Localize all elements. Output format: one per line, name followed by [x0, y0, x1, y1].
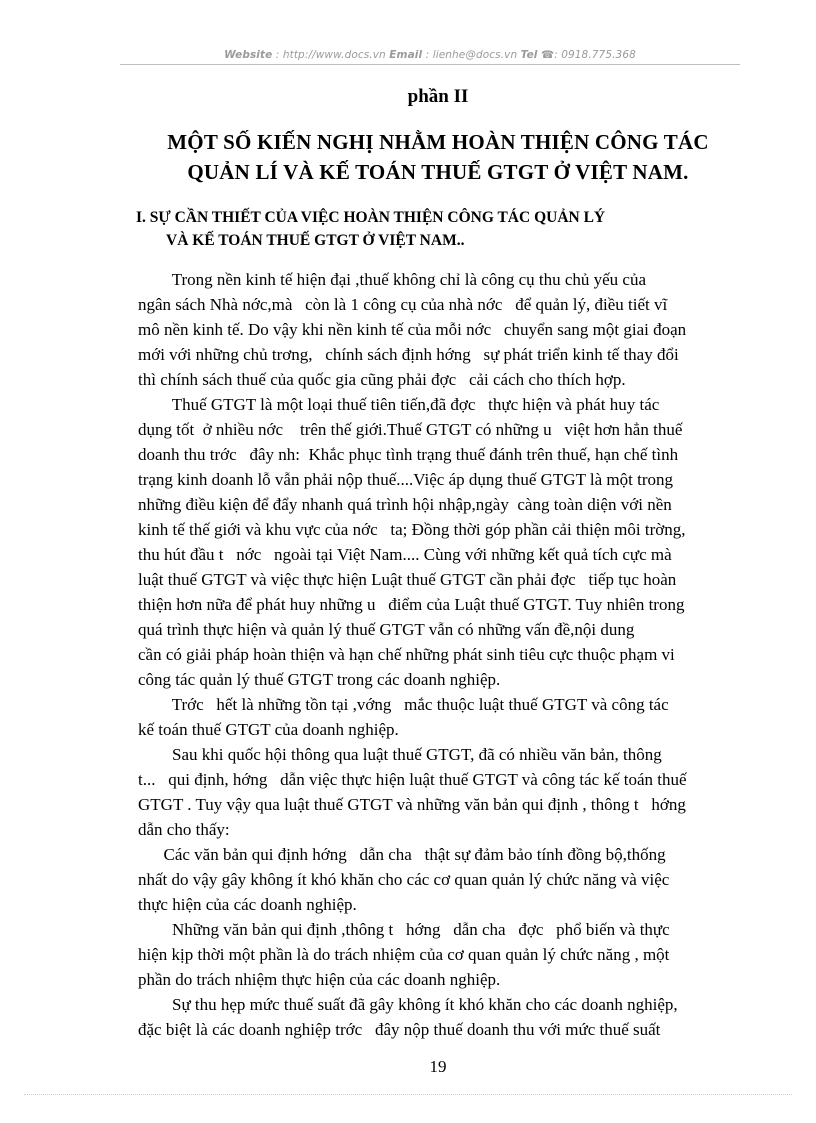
text-line: kinh tế thế giới và khu vực của nớc ta; Đồng thời góp phần cải thiện môi trờng, [138, 520, 686, 539]
page-header [120, 49, 740, 61]
paragraph [138, 267, 739, 392]
text-line: Trớc hết là những tồn tại ,vớng mắc thuộc luật thuế GTGT và công tác [138, 695, 669, 714]
tel-value: ☎: 0918.775.368 [540, 49, 636, 61]
text-line: t... qui định, hớng dẫn việc thực hiện luật thuế GTGT và công tác kế toán thuế [138, 770, 687, 789]
text-line: phần do trách nhiệm thực hiện của các doanh nghiệp. [138, 970, 501, 989]
paragraph [138, 692, 739, 742]
text-line: thu hút đầu t nớc ngoài tại Việt Nam.... Cùng với những kết quả tích cực mà [138, 545, 672, 564]
footer-divider [24, 1094, 792, 1095]
text-line: luật thuế GTGT và việc thực hiện Luật thuế GTGT cần phải đợc tiếp tục hoàn [138, 570, 677, 589]
text-line: hiện kịp thời một phần là do trách nhiệm của cơ quan quản lý chức năng , một [138, 945, 670, 964]
text-line: mô nền kinh tế. Do vậy khi nền kinh tế của mỗi nớc chuyển sang một giai đoạn [138, 320, 687, 339]
section-heading [136, 206, 740, 252]
text-line: Các văn bản qui định hớng dẫn cha thật sự đảm bảo tính đồng bộ,thống [138, 845, 666, 864]
text-line: quá trình thực hiện và quản lý thuế GTGT vẫn có những vấn đề,nội dung [138, 620, 635, 639]
part-title: phần II [407, 86, 469, 107]
page-number: 19 [429, 1057, 447, 1076]
text-line: những điều kiện để đẩy nhanh quá trình hội nhập,ngày càng toàn diện với nền [138, 495, 672, 514]
text-line: Thuế GTGT là một loại thuế tiên tiến,đã đợc thực hiện và phát huy tác [138, 395, 660, 414]
section-heading-line-2: VÀ KẾ TOÁN THUẾ GTGT Ở VIỆT NAM.. [166, 232, 465, 249]
text-line: mới với những chủ trơng, chính sách định hớng sự phát triển kinh tế thay đổi [138, 345, 679, 364]
header-divider [120, 64, 740, 65]
text-line: dẫn cho thấy: [138, 820, 230, 839]
text-line: công tác quản lý thuế GTGT trong các doanh nghiệp. [138, 670, 501, 689]
text-line: GTGT . Tuy vậy qua luật thuế GTGT và những văn bản qui định , thông t hớng [138, 795, 686, 814]
email-value: : lienhe@docs.vn [425, 49, 518, 61]
text-line: trạng kinh doanh lỗ vẫn phải nộp thuế....Việc áp dụng thuế GTGT là một trong [138, 470, 674, 489]
section-heading-line-1: I. SỰ CẦN THIẾT CỦA VIỆC HOÀN THIỆN CÔNG TÁC QUẢN LÝ [136, 209, 606, 226]
text-line: doanh thu trớc đây nh: Khắc phục tình trạng thuế đánh trên thuế, hạn chế tình [138, 445, 679, 464]
paragraph [138, 392, 739, 692]
paragraph [138, 917, 739, 992]
text-line: cần có giải pháp hoàn thiện và hạn chế những phát sinh tiêu cực thuộc phạm vi [138, 645, 675, 664]
main-title-line-1: MỘT SỐ KIẾN NGHỊ NHẰM HOÀN THIỆN CÔNG TÁC [167, 130, 709, 154]
text-line: Trong nền kinh tế hiện đại ,thuế không chỉ là công cụ thu chủ yếu của [138, 270, 647, 289]
text-line: nhất do vậy gây không ít khó khăn cho các cơ quan quản lý chức năng và việc [138, 870, 670, 889]
email-label: Email [389, 49, 423, 61]
text-line: thì chính sách thuế của quốc gia cũng phải đợc cải cách cho thích hợp. [138, 370, 626, 389]
body-text [138, 267, 739, 1042]
text-line: đặc biệt là các doanh nghiệp trớc đây nộp thuế doanh thu với mức thuế suất [138, 1020, 661, 1039]
text-line: thiện hơn nữa để phát huy những u điểm của Luật thuế GTGT. Tuy nhiên trong [138, 595, 685, 614]
paragraph [138, 992, 739, 1042]
text-line: Những văn bản qui định ,thông t hớng dẫn cha đợc phổ biến và thực [138, 920, 670, 939]
tel-label: Tel [520, 49, 538, 61]
main-title [130, 127, 746, 187]
text-line: Sự thu hẹp mức thuế suất đã gây không ít khó khăn cho các doanh nghiệp, [138, 995, 678, 1014]
website-label: Website [224, 49, 273, 61]
text-line: kế toán thuế GTGT của doanh nghiệp. [138, 720, 399, 739]
paragraph [138, 842, 739, 917]
website-value: : http://www.docs.vn [275, 49, 386, 61]
text-line: dụng tốt ở nhiều nớc trên thế giới.Thuế GTGT có những u việt hơn hẳn thuế [138, 420, 683, 439]
text-line: Sau khi quốc hội thông qua luật thuế GTGT, đã có nhiều văn bản, thông [138, 745, 662, 764]
text-line: thực hiện của các doanh nghiệp. [138, 895, 357, 914]
paragraph [138, 742, 739, 842]
text-line: ngân sách Nhà nớc,mà còn là 1 công cụ của nhà nớc để quản lý, điều tiết vĩ [138, 295, 668, 314]
main-title-line-2: QUẢN LÍ VÀ KẾ TOÁN THUẾ GTGT Ở VIỆT NAM. [187, 160, 689, 184]
